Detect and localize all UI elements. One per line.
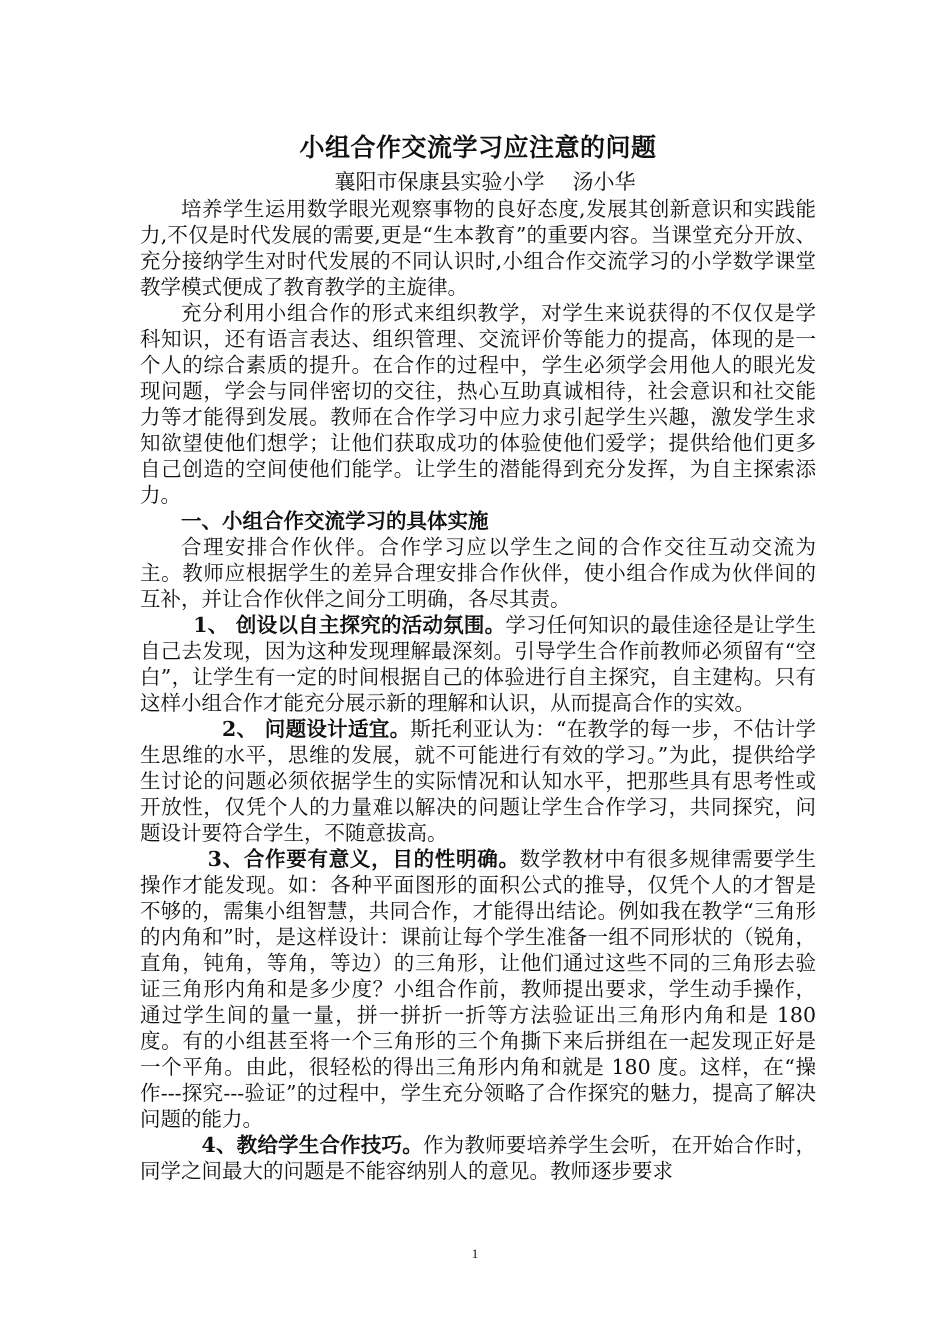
- byline: [140, 168, 816, 196]
- byline-author: 汤小华: [572, 170, 636, 194]
- list-item-4-body: 作为教师要培养学生会听，在开始合作时，同学之间最大的问题是不能容纳别人的意见。教师逐步要求: [140, 1133, 817, 1183]
- list-item-3-body: 数学教材中有很多规律需要学生操作才能发现。如：各种平面图形的面积公式的推导，仅凭个人的才智是不够的，需集小组智慧，共同合作，才能得出结论。例如我在教学“三角形的内角和”时，是这样设计：课前让每个学生准备一组不同形状的（锐角，直角，钝角，等角，等边）的三角形，让他们通过这些不同的三角形去验证三角形内角和是多少度？小组合作前，教师提出要求，学生动手操作，通过学生间的量一量，拼一拼折一折等方法验证出三角形内角和是 180 度。有的小组甚至将一个三角形的三个角撕下来后拼组在一起发现正好是一个平角。由此，很轻松的得出三角形内角和就是 180 度。这样，在“操作---探究---验证”的过程中，学生充分领略了合作探究的魅力，提高了解决问题的能力。: [140, 847, 817, 1131]
- list-item-2-lead: 2、 问题设计适宜。: [222, 717, 411, 741]
- document-title: 小组合作交流学习应注意的问题: [299, 133, 657, 162]
- byline-school: 襄阳市保康县实验小学: [334, 170, 545, 194]
- list-item-4-lead: 4、教给学生合作技巧。: [201, 1133, 423, 1157]
- list-item-1-lead: 1、 创设以自主探究的活动氛围。: [193, 613, 506, 637]
- document-body: [140, 128, 816, 1184]
- list-item-4: [140, 1132, 816, 1184]
- list-item-1: [140, 612, 816, 716]
- list-item-2-body: 斯托利亚认为：“在教学的每一步，不估计学生思维的水平，思维的发展，就不可能进行有效的学习。”为此，提供给学生讨论的问题必须依据学生的实际情况和认知水平，把那些具有思考性或开放性，仅凭个人的力量难以解决的问题让学生合作学习，共同探究，问题设计要符合学生，不随意拔高。: [140, 717, 816, 845]
- paragraph-intro: 培养学生运用数学眼光观察事物的良好态度,发展其创新意识和实践能力,不仅是时代发展的需要,更是“生本教育”的重要内容。当课堂充分开放、充分接纳学生对时代发展的不同认识时,小组合作交流学习的小学数学课堂教学模式便成了教育教学的主旋律。: [140, 197, 816, 299]
- paragraph-partners: 合理安排合作伙伴。合作学习应以学生之间的合作交往互动交流为主。教师应根据学生的差异合理安排合作伙伴，使小组合作成为伙伴间的互补，并让合作伙伴之间分工明确，各尽其责。: [140, 535, 816, 611]
- list-item-2: [140, 716, 816, 846]
- section-heading: 一、小组合作交流学习的具体实施: [181, 509, 489, 533]
- list-item-3-lead: 3、合作要有意义，目的性明确。: [207, 847, 520, 871]
- list-item-1-body: 学习任何知识的最佳途径是让学生自己去发现，因为这种发现理解最深刻。引导学生合作前教师必须留有“空白”，让学生有一定的时间根据自己的体验进行自主探究，自主建构。只有这样小组合作才能充分展示新的理解和认识，从而提高合作的实效。: [140, 613, 816, 715]
- paragraph-benefits: 充分利用小组合作的形式来组织教学，对学生来说获得的不仅仅是学科知识，还有语言表达、组织管理、交流评价等能力的提高，体现的是一个人的综合素质的提升。在合作的过程中，学生必须学会用他人的眼光发现问题，学会与同伴密切的交往，热心互助真诚相待，社会意识和社交能力等才能得到发展。教师在合作学习中应力求引起学生兴趣，激发学生求知欲望使他们想学；让他们获取成功的体验使他们爱学；提供给他们更多自己创造的空间使他们能学。让学生的潜能得到充分发挥，为自主探索添力。: [140, 301, 816, 507]
- list-item-3: [140, 846, 816, 1132]
- page-number: 1: [471, 1246, 479, 1261]
